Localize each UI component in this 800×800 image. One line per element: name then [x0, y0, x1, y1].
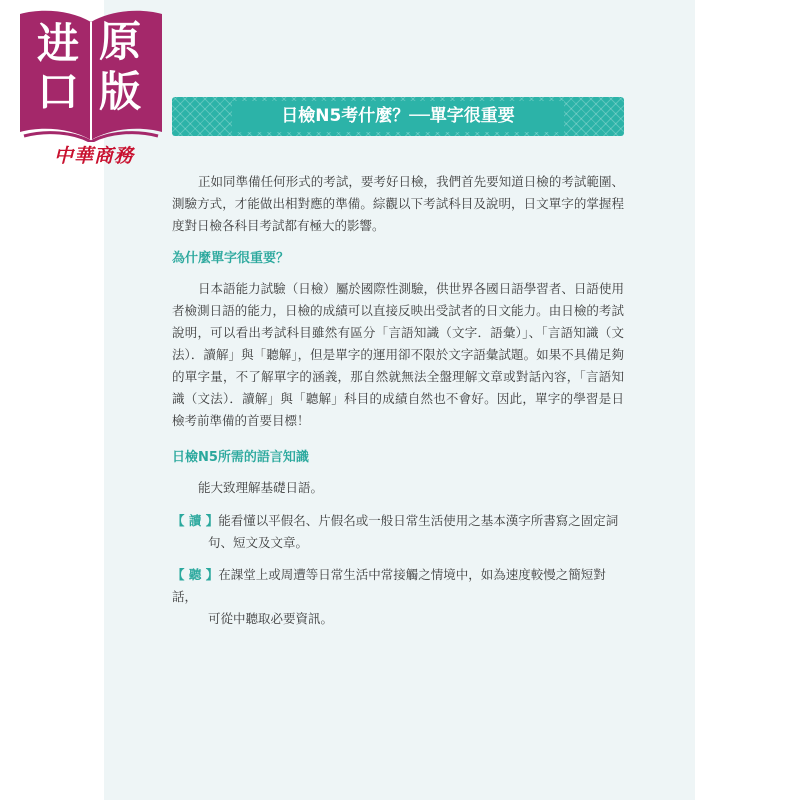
listening-tag: 【 聽 】 [172, 567, 219, 582]
reading-tag: 【 讀 】 [172, 513, 219, 528]
list-item-listening [172, 564, 624, 630]
section-heading-why-vocabulary: 為什麼單字很重要？ [172, 251, 290, 266]
section-body-why-vocabulary: 日本語能力試驗（日檢）屬於國際性測驗，供世界各國日語學習者、日語使用者檢測日語的能力，日檢的成績可以直接反映出受試者的日文能力。由日檢的考試說明，可以看出考試科目雖然有區分「言語知識（文字．語彙）」、「言語知識（文法）．讀解」與「聽解」，但是單字的運用卻不限於文字語彙試題。如果不具備足夠的單字量，不了解單字的涵義，那自然就無法全盤理解文章或對話內容，「言語知識（文法）．讀解」與「聽解」科目的成績自然也不會好。因此，單字的學習是日檢考前準備的首要目標！ [172, 281, 624, 428]
reading-text-line2: 句、短文及文章。 [208, 535, 309, 550]
intro-paragraph: 正如同準備任何形式的考試，要考好日檢，我們首先要知道日檢的考試範圍、測驗方式，才能做出相對應的準備。綜觀以下考試科目及說明，日文單字的掌握程度對日檢各科目考試都有極大的影響。 [172, 174, 624, 233]
publisher-logo-text: 中華商務 [53, 145, 134, 167]
section-heading-n5-knowledge: 日檢N5所需的語言知識 [172, 450, 309, 465]
listening-text-line1: 在課堂上或周遭等日常生活中常接觸之情境中，如為速度較慢之簡短對話， [172, 567, 606, 604]
n5-summary: 能大致理解基礎日語。 [198, 480, 324, 495]
badge-char-1: 进 [36, 19, 79, 68]
listening-text-line2: 可從中聽取必要資訊。 [208, 611, 334, 626]
badge-char-3: 口 [36, 67, 79, 116]
list-item-reading [172, 510, 624, 554]
import-original-badge [12, 8, 170, 168]
badge-char-4: 版 [98, 67, 141, 116]
page-title: 日檢N5考什麼？──單字很重要 [281, 106, 515, 126]
section-title-bar [172, 97, 624, 136]
reading-text-line1: 能看懂以平假名、片假名或一般日常生活使用之基本漢字所書寫之固定詞 [218, 513, 619, 528]
badge-char-2: 原 [98, 17, 141, 66]
title-backing [232, 101, 564, 132]
